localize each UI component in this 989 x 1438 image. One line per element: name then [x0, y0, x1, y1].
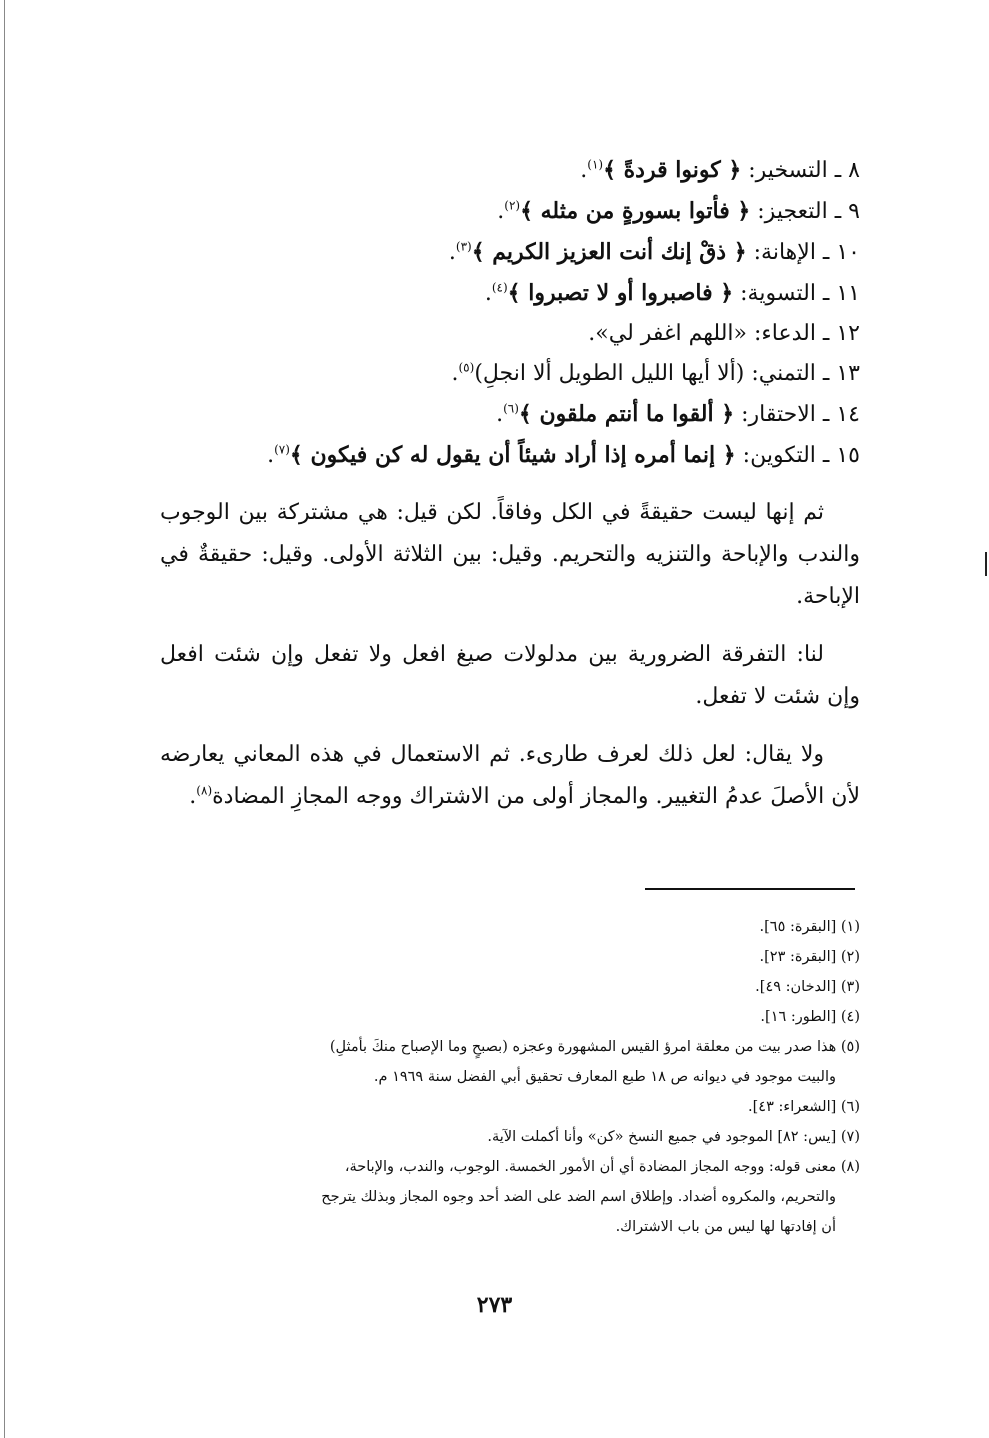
list-item: ١٥ ـ التكوين: ﴿ إنما أمره إذا أراد شيئاً أن يقول له كن فيكون ﴾$^{(٧)}$. — [267, 442, 860, 468]
list-item: ٨ ـ التسخير: ﴿ كونوا قردةً ﴾$^{(١)}$. — [580, 157, 860, 183]
list-item: ١٣ ـ التمني: (ألا أيها الليل الطويل ألا انجلِ)$^{(٥)}$. — [451, 360, 860, 386]
paragraph: ثم إنها ليست حقيقةً في الكل وفاقاً. لكن قيل: هي مشتركة بين الوجوب والندب والإباحة والتنزيه والتحريم. وقيل: بين الثلاثة الأولى. وقيل: حقيقةٌ في الإباحة. — [160, 500, 860, 609]
footnote: (٣) [الدخان: ٤٩]. — [755, 979, 860, 995]
paragraph: لنا: التفرقة الضرورية بين مدلولات صيغ افعل ولا تفعل وإن شئت افعل وإن شئت لا تفعل. — [160, 642, 860, 709]
footnote: (٦) [الشعراء: ٤٣]. — [748, 1099, 860, 1115]
footnote: (٢) [البقرة: ٢٣]. — [759, 949, 860, 965]
list-item: ١٤ ـ الاحتقار: ﴿ ألقوا ما أنتم ملقون ﴾$^{(٦)}$. — [496, 401, 860, 427]
page-number: ٢٧٣ — [476, 1292, 513, 1318]
list-item: ٩ ـ التعجيز: ﴿ فأتوا بسورةٍ من مثله ﴾$^{(٢)}$. — [497, 198, 860, 224]
footnote: (١) [البقرة: ٦٥]. — [759, 919, 860, 935]
paragraph: ولا يقال: لعل ذلك لعرف طارىء. ثم الاستعمال في هذه المعاني يعارضه لأن الأصلَ عدمُ التغيير. والمجاز أولى من الاشتراك ووجه المجازِ المضادة$^{(٨)}$. — [160, 742, 860, 809]
footnote: (٧) [يس: ٨٢] الموجود في جميع النسخ «كن» وأنا أكملت الآية. — [487, 1129, 860, 1145]
list-item: ١١ ـ التسوية: ﴿ فاصبروا أو لا تصبروا ﴾$^{(٤)}$. — [484, 280, 860, 306]
list-item: ١٠ ـ الإهانة: ﴿ ذقْ إنك أنت العزيز الكريم ﴾$^{(٣)}$. — [448, 239, 860, 265]
footnotes — [160, 912, 860, 1242]
list-item: ١٢ ـ الدعاء: «اللهم اغفر لي». — [588, 321, 860, 346]
footnote-separator — [645, 888, 855, 890]
footnote: (٤) [الطور: ١٦]. — [760, 1009, 860, 1025]
footnote: (٨) معنى قوله: ووجه المجاز المضادة أي أن الأمور الخمسة. الوجوب، والندب، والإباحة، والتحريم، والمكروه أضداد. وإطلاق اسم الضد على الضد أحد وجوه المجاز وبذلك يترجح أن إفادتها لها ليس من باب الاشتراك. — [321, 1159, 860, 1235]
body-text — [160, 492, 860, 834]
footnote: (٥) هذا صدر بيت من معلقة امرؤ القيس المشهورة وعجزه (بصبحٍ وما الإصباح منكَ بأمثلِ) والبيت موجود في ديوانه ص ١٨ طبع المعارف تحقيق أبي الفضل سنة ١٩٦٩ م. — [329, 1039, 860, 1085]
side-mark — [985, 552, 987, 576]
left-margin-line — [4, 0, 5, 1438]
enumerated-list — [160, 150, 860, 476]
